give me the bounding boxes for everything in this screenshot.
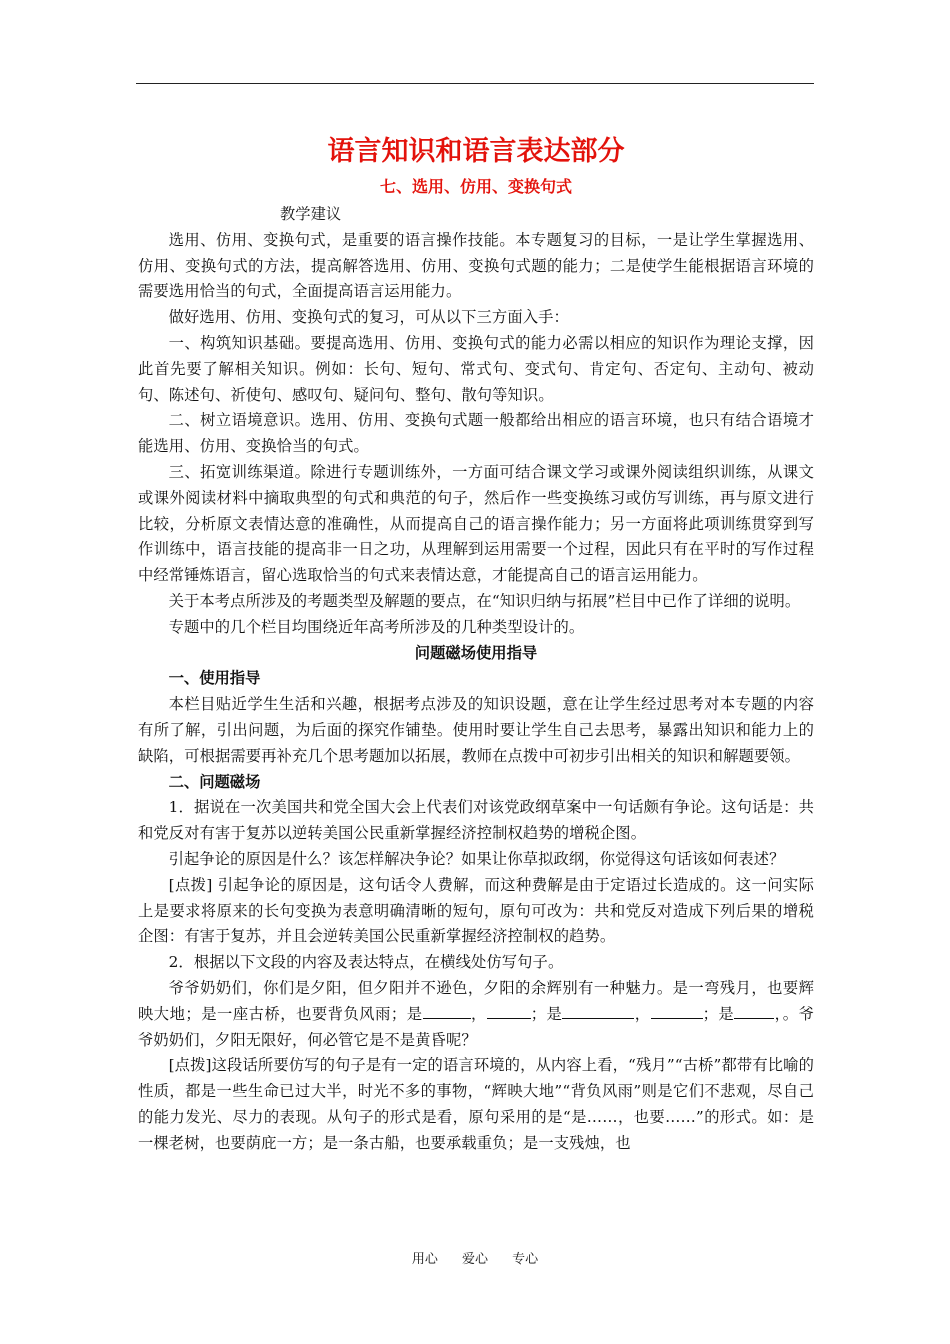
question-2-passage: 爷爷奶奶们，你们是夕阳，但夕阳并不逊色，夕阳的余辉别有一种魅力。是一弯残月，也要辉映大地；是一座古桥，也要背负风雨；是 ， ；是 ， ；是 ，。爷爷奶奶们，夕阳无限好，何必管它是不是黄昏呢？ (138, 978, 815, 1049)
paragraph: 三、拓宽训练渠道。除进行专题训练外，一方面可结合课文学习或课外阅读组织训练，从课文或课外阅读材料中摘取典型的句式和典范的句子，然后作一些变换练习或仿写训练，再与原文进行比较，分析原文表情达意的准确性，从而提高自己的语言操作能力；另一方面将此项训练贯穿到写作训练中，语言技能的提高非一日之功，从理解到运用需要一个过程，因此只有在平时的写作过程中经常锤炼语言，留心选取恰当的句式来表情达意，才能提高自己的语言运用能力。 (138, 462, 814, 585)
section-subtitle: 七、选用、仿用、变换句式 (379, 177, 572, 196)
fill-blank[interactable] (562, 1003, 634, 1019)
document-body (138, 132, 814, 1156)
question-1: 1．据说在一次美国共和党全国大会上代表们对该党政纲草案中一句话颇有争论。这句话是：共和党反对有害于复苏以逆转美国公民重新掌握经济控制权趋势的增税企图。 (138, 798, 814, 843)
paragraph: 一、构筑知识基础。要提高选用、仿用、变换句式的能力必需以相应的知识作为理论支撑，因此首先要了解相关知识。例如：长句、短句、常式句、变式句、肯定句、否定句、主动句、被动句、陈述句、祈使句、感叹句、疑问句、整句、散句等知识。 (138, 333, 814, 404)
footer-text: 爱心 (461, 1252, 488, 1267)
page-title: 语言知识和语言表达部分 (327, 136, 625, 167)
paragraph: 关于本考点所涉及的考题类型及解题的要点，在“知识归纳与拓展”栏目中已作了详细的说明。 (168, 591, 801, 610)
section-heading-usage: 一、使用指导 (168, 669, 261, 688)
paragraph: 做好选用、仿用、变换句式的复习，可从以下三方面入手： (168, 308, 569, 327)
usage-paragraph: 本栏目贴近学生生活和兴趣，根据考点涉及的知识设题，意在让学生经过思考对本专题的内容有所了解，引出问题，为后面的探究作铺垫。使用时要让学生自己去思考，暴露出知识和能力上的缺陷，可根据需要再补充几个思考题加以拓展，教师在点拨中可初步引出相关的知识和解题要领。 (138, 695, 814, 765)
section-heading-questions: 二、问题磁场 (168, 772, 261, 791)
footer-text: 专心 (512, 1252, 539, 1267)
question-1-ask: 引起争论的原因是什么？该怎样解决争论？如果让你草拟政纲，你觉得这句话该如何表述？ (168, 849, 785, 868)
header-rule (136, 83, 814, 84)
fill-blank[interactable] (651, 1003, 703, 1019)
page-footer (0, 1248, 950, 1267)
fill-blank[interactable] (487, 1003, 531, 1019)
paragraph: 选用、仿用、变换句式，是重要的语言操作技能。本专题复习的目标，一是让学生掌握选用、仿用、变换句式的方法，提高解答选用、仿用、变换句式题的能力；二是使学生能根据语言环境的需要选用恰当的句式，全面提高语言运用能力。 (138, 230, 814, 301)
fill-blank[interactable] (734, 1003, 774, 1019)
paragraph: 二、树立语境意识。选用、仿用、变换句式题一般都给出相应的语言环境，也只有结合语境才能选用、仿用、变换恰当的句式。 (138, 411, 814, 456)
section-title: 问题磁场使用指导 (414, 643, 538, 662)
question-1-hint: [点拨] 引起争论的原因是，这句话令人费解，而这种费解是由于定语过长造成的。这一问实际上是要求将原来的长句变换为表意明确清晰的短句，原句可改为：共和党反对造成下列后果的增税企图：有害于复苏，并且会逆转美国公民重新掌握经济控制权的趋势。 (138, 875, 814, 946)
question-2-hint: [点拨]这段话所要仿写的句子是有一定的语言环境的，从内容上看，“残月”“古桥”都带有比喻的性质，都是一些生命已过大半，时光不多的事物，“辉映大地”“背负风雨”则是它们不悲观，尽自己的能力发光、尽力的表现。从句子的形式是看，原句采用的是“是……，也要……”的形式。如：是一棵老树，也要荫庇一方；是一条古船，也要承载重负；是一支残烛，也 (138, 1056, 814, 1152)
teaching-heading: 教学建议 (280, 205, 342, 223)
fill-blank[interactable] (423, 1003, 471, 1019)
paragraph: 专题中的几个栏目均围绕近年高考所涉及的几种类型设计的。 (168, 617, 585, 636)
footer-text: 用心 (411, 1252, 438, 1267)
question-2: 2．根据以下文段的内容及表达特点，在横线处仿写句子。 (168, 953, 564, 972)
